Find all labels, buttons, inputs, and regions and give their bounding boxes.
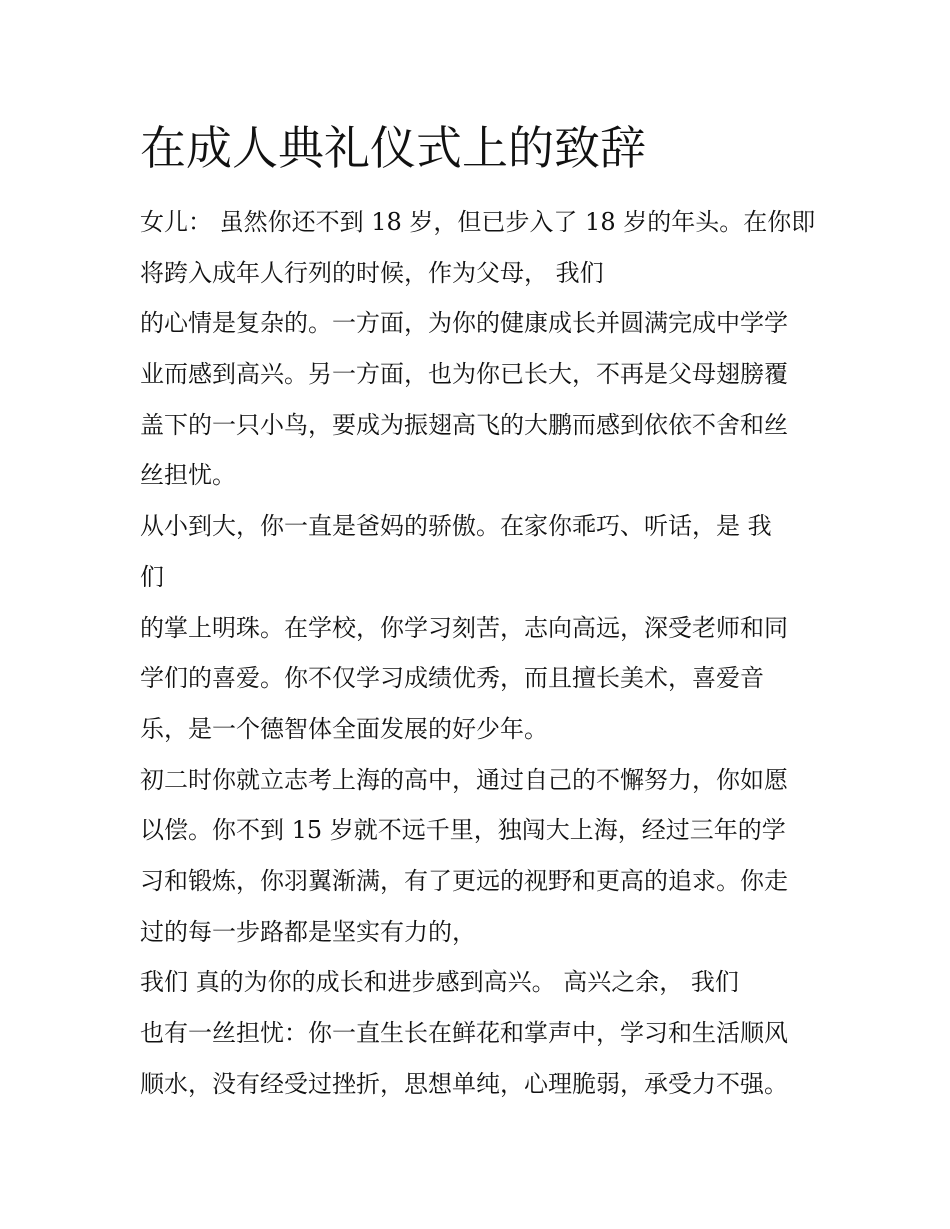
text-line: 顺水，没有经受过挫折，思想单纯，心理脆弱，承受力不强。 bbox=[140, 1069, 788, 1098]
text-line: 盖下的一只小鸟，要成为振翅高飞的大鹏而感到依依不舍和丝 bbox=[140, 410, 788, 439]
text-line: 我们 真的为你的成长和进步感到高兴。 高兴之余， 我们 bbox=[140, 968, 739, 997]
text-line: 将跨入成年人行列的时候，作为父母， 我们 bbox=[140, 258, 604, 287]
text-line: 学们的喜爱。你不仅学习成绩优秀，而且擅长美术，喜爱音 bbox=[140, 664, 764, 693]
text-line: 们 bbox=[140, 562, 164, 591]
text-line: 业而感到高兴。另一方面，也为你已长大，不再是父母翅膀覆 bbox=[140, 360, 788, 389]
text-line: 习和锻炼，你羽翼渐满，有了更远的视野和更高的追求。你走 bbox=[140, 866, 788, 895]
text-line: 也有一丝担忧：你一直生长在鲜花和掌声中，学习和生活顺风 bbox=[140, 1019, 788, 1047]
text-line: 女儿： 虽然你还不到 18 岁，但已步入了 18 岁的年头。在你即 bbox=[140, 208, 816, 236]
text-line: 从小到大，你一直是爸妈的骄傲。在家你乖巧、听话，是 我 bbox=[140, 512, 772, 541]
text-line: 初二时你就立志考上海的高中，通过自己的不懈努力，你如愿 bbox=[140, 765, 788, 794]
text-line: 丝担忧。 bbox=[140, 461, 236, 490]
text-line: 乐，是一个德智体全面发展的好少年。 bbox=[140, 714, 548, 743]
text-line: 过的每一步路都是坚实有力的， bbox=[140, 917, 476, 946]
document-title: 在成人典礼仪式上的致辞 bbox=[140, 121, 646, 175]
text-line: 的心情是复杂的。一方面，为你的健康成长并圆满完成中学学 bbox=[140, 309, 788, 338]
text-line: 的掌上明珠。在学校，你学习刻苦，志向高远，深受老师和同 bbox=[140, 613, 788, 642]
document-body bbox=[140, 205, 815, 1117]
text-line: 以偿。你不到 15 岁就不远千里，独闯大上海，经过三年的学 bbox=[140, 816, 786, 845]
